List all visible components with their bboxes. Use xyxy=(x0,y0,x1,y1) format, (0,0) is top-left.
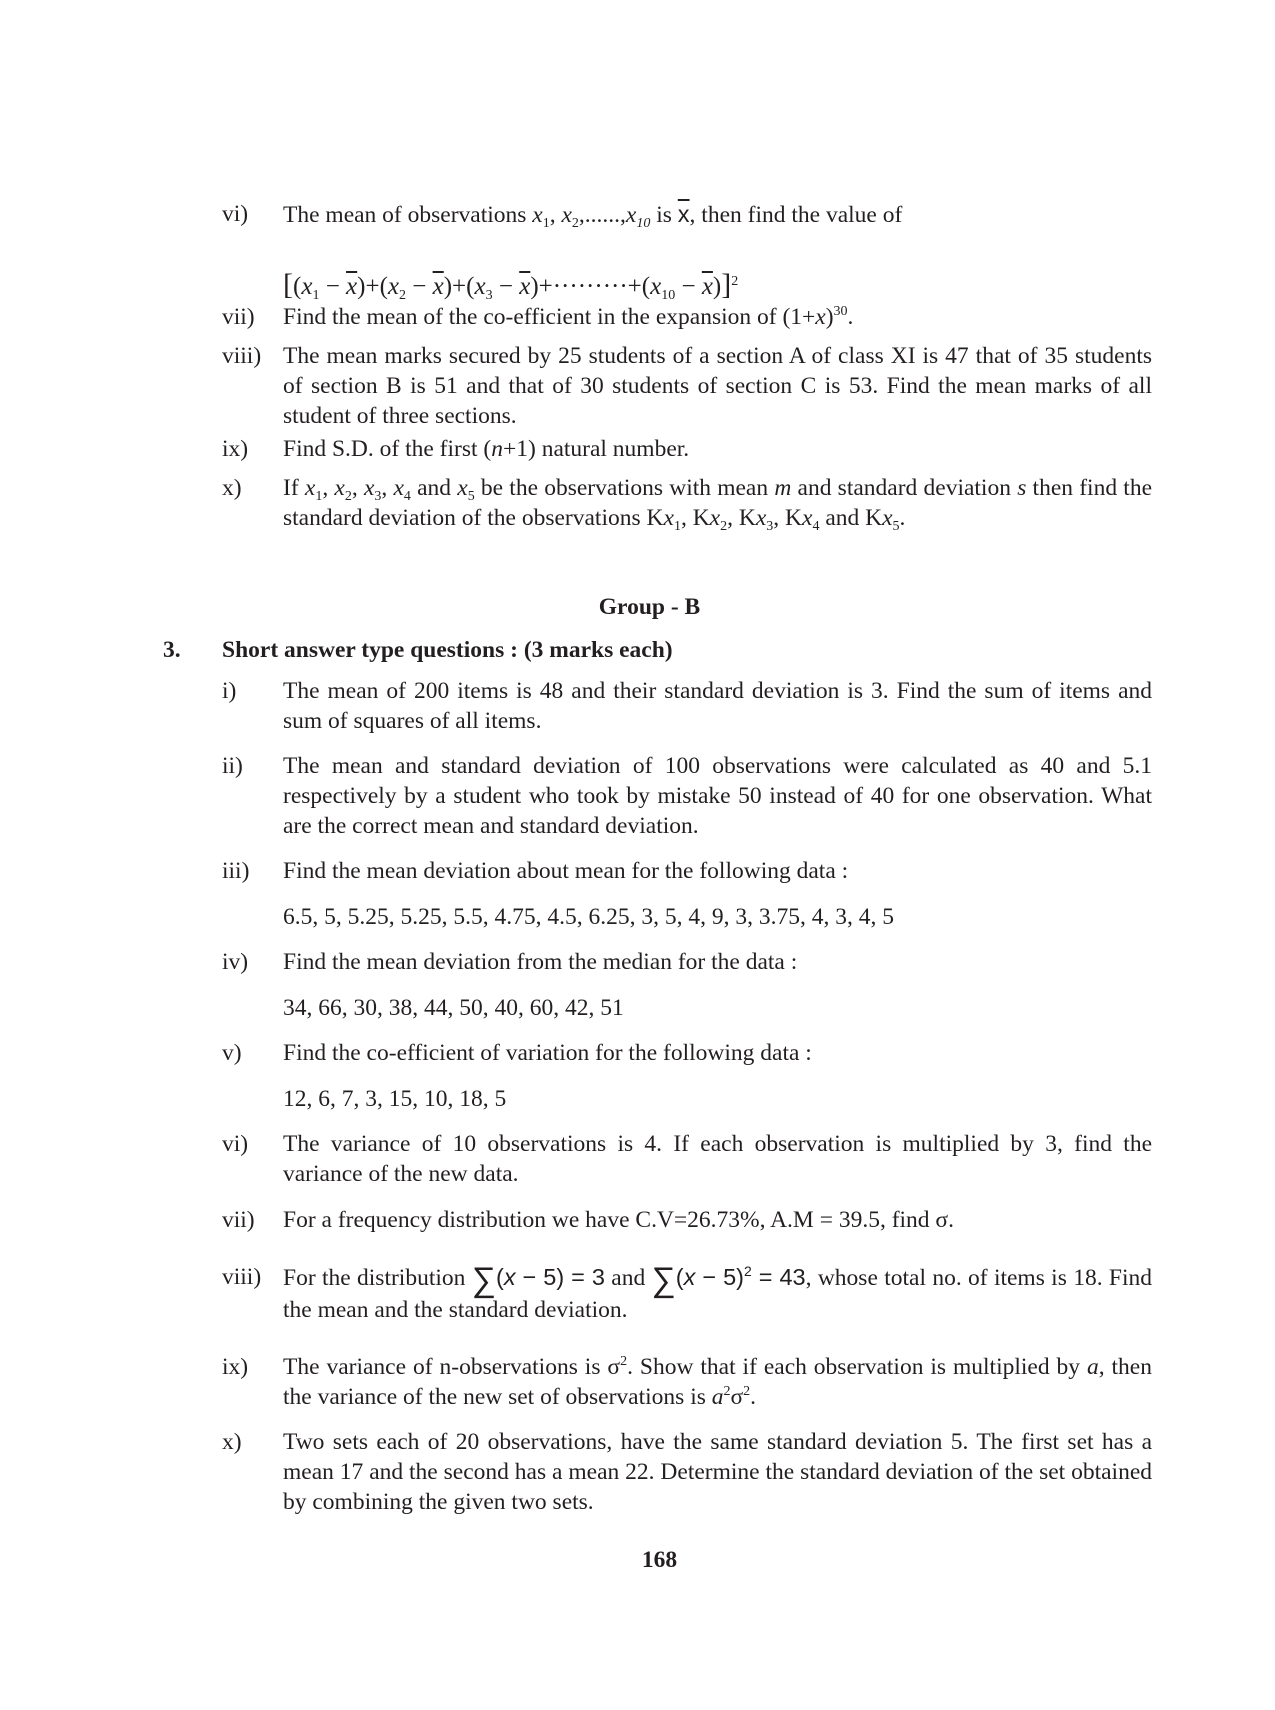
question-x xyxy=(222,1427,1152,1517)
question-text: The mean marks secured by 25 students of a section A of class XI is 47 that of 35 students of section B is 51 and that of 30 students of section C is 53. Find the mean marks of all student of three sections. xyxy=(283,343,1152,429)
question-vi-a xyxy=(222,199,1152,230)
question-text: Find S.D. of the first (n+1) natural number. xyxy=(283,436,690,462)
question-text: The variance of 10 observations is 4. If each observation is multiplied by 3, find the variance of the new data. xyxy=(283,1131,1152,1187)
question-text: Find the mean of the co-efficient in the expansion of $(1+x)^{30}$. xyxy=(283,304,854,330)
question-number: ix) xyxy=(222,436,249,462)
question-number: viii) xyxy=(222,343,262,369)
question-x-a xyxy=(222,473,1152,533)
question-number: viii) xyxy=(222,1264,262,1290)
data-values: 34, 66, 30, 38, 44, 50, 40, 60, 42, 51 xyxy=(283,995,624,1021)
section-title: Short answer type questions : (3 marks each) xyxy=(222,637,673,663)
question-ii xyxy=(222,751,1152,841)
data-values: 6.5, 5, 5.25, 5.25, 5.5, 4.75, 4.5, 6.25, 3, 5, 4, 9, 3, 3.75, 4, 3, 4, 5 xyxy=(283,904,894,930)
group-heading: Group - B xyxy=(598,594,701,620)
data-values: 12, 6, 7, 3, 15, 10, 18, 5 xyxy=(283,1086,507,1112)
question-vii xyxy=(222,1205,1152,1235)
question-viii xyxy=(222,1262,1152,1325)
question-number: i) xyxy=(222,678,237,704)
question-number: vi) xyxy=(222,201,249,227)
question-number: vii) xyxy=(222,1207,255,1233)
question-number: v) xyxy=(222,1040,242,1066)
question-text: For the distribution ∑(x − 5) = 3 and $\sum(x - 5)^2 = 43$, whose total no. of items is 18. Find the mean and the standard deviation. xyxy=(283,1261,1153,1323)
question-number: ix) xyxy=(222,1354,249,1380)
question-text: Find the mean deviation from the median for the data : xyxy=(283,949,798,975)
question-number: iv) xyxy=(222,949,249,975)
sum-formula-2: $\sum(x - 5)^2 = 43$ xyxy=(651,1261,806,1299)
page-number: 168 xyxy=(641,1547,678,1573)
question-number: ii) xyxy=(222,753,243,779)
question-vi xyxy=(222,1129,1152,1189)
question-iii xyxy=(222,856,1152,886)
question-number: x) xyxy=(222,1429,242,1455)
expression-formula: $[(x_1 - \overline{x})+(x_2 - \overline{x})+(x_3 - \overline{x})+\cdot\cdot\cdot\cdot\cdot\cdot\cdot\cdot\cdot+(x_{10} - \overline{x})]^2$ xyxy=(283,268,739,303)
question-text: The mean and standard deviation of 100 observations were calculated as 40 and 5.1 respectively by a student who took by mistake 50 instead of 40 for one observation. What are the correct mean and standard deviation. xyxy=(283,753,1152,839)
question-number: vi) xyxy=(222,1131,249,1157)
question-viii-a xyxy=(222,341,1152,431)
question-text: The variance of n-observations is $\sigma^2$. Show that if each observation is multiplied by a, then the variance of the new set of observations is $a^2\sigma^2$. xyxy=(283,1354,1152,1410)
question-text: For a frequency distribution we have C.V=26.73%, A.M = 39.5, find σ. xyxy=(283,1207,954,1233)
question-ix-a xyxy=(222,434,1152,464)
question-text: Find the mean deviation about mean for the following data : xyxy=(283,858,849,884)
question-text: The mean of 200 items is 48 and their standard deviation is 3. Find the sum of items and sum of squares of all items. xyxy=(283,678,1152,734)
question-v xyxy=(222,1038,1152,1068)
section-number: 3. xyxy=(163,637,181,663)
question-ix xyxy=(222,1352,1152,1412)
question-text: Two sets each of 20 observations, have the same standard deviation 5. The first set has a mean 17 and the second has a mean 22. Determine the standard deviation of the set obtained by combining the given two sets. xyxy=(283,1429,1152,1515)
question-i xyxy=(222,676,1152,736)
question-number: x) xyxy=(222,475,242,501)
question-iv xyxy=(222,947,1152,977)
question-vii-a xyxy=(222,302,1152,332)
question-text: Find the co-efficient of variation for the following data : xyxy=(283,1040,812,1066)
question-number: iii) xyxy=(222,858,250,884)
question-text: The mean of observations $x_1$, $x_2,......,x_{10}$ is $\overline{x}$, then find the value of xyxy=(283,201,903,231)
sum-formula-1: ∑(x − 5) = 3 xyxy=(471,1261,605,1299)
question-number: vii) xyxy=(222,304,255,330)
question-text: If $x_1$, $x_2$, $x_3$, $x_4$ and $x_5$ be the observations with mean m and standard deviation s then find the standard deviation of the observations $Kx_1$, $Kx_2$, $Kx_3$, $Kx_4$ and $Kx_5$. xyxy=(283,475,1153,534)
